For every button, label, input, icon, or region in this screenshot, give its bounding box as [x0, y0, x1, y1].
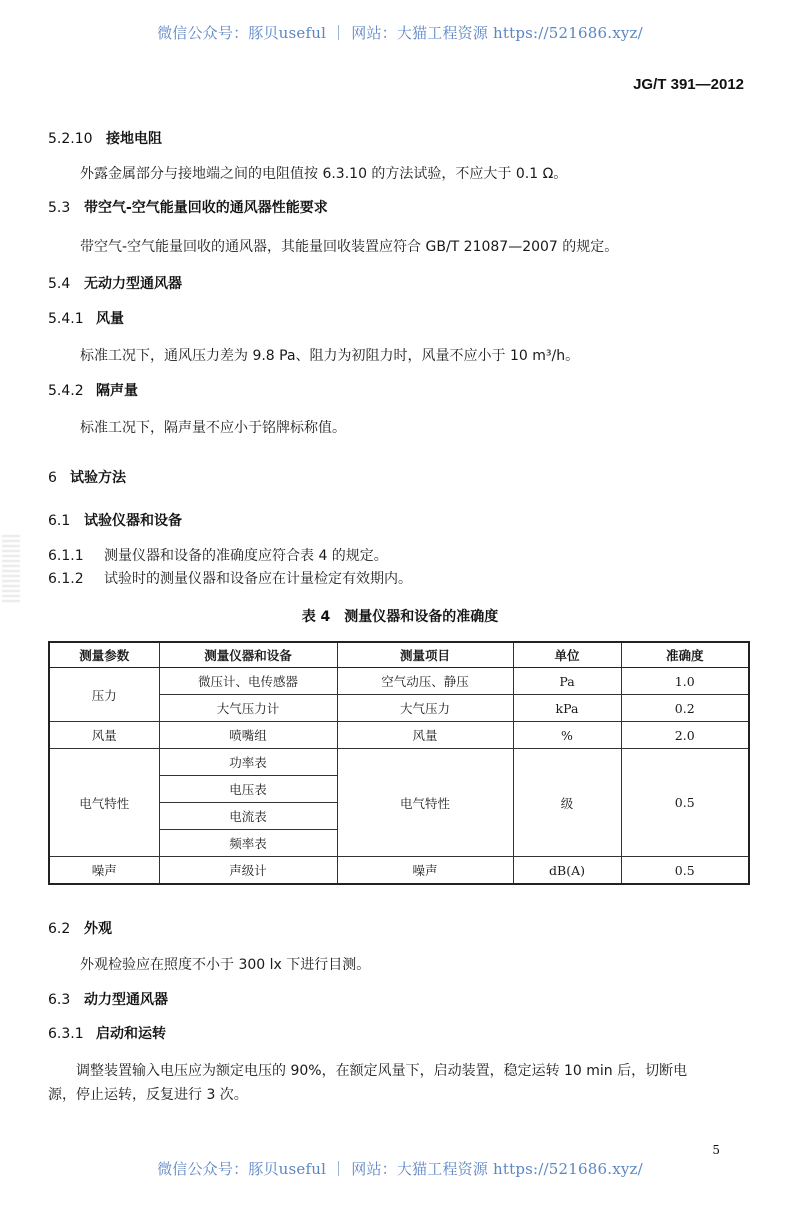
section-6-3-1-text-line1: 调整装置输入电压应为额定电压的 90%，在额定风量下，启动装置，稳定运转 10 min 后，切断电 [76, 1063, 688, 1079]
section-6-3-1-heading [48, 1023, 166, 1043]
section-5-4-2-heading [48, 380, 138, 400]
section-6-1-2 [48, 568, 412, 588]
table-row [49, 668, 749, 695]
table-4-accuracy [48, 641, 750, 885]
section-6-3-1-text-line2: 源，停止运转，反复进行 3 次。 [48, 1087, 248, 1103]
cell-accuracy: 2.0 [621, 722, 749, 749]
section-5-3-heading [48, 197, 328, 217]
section-title: 风量 [96, 311, 124, 327]
section-5-4-1-text: 标准工况下，通风压力差为 9.8 Pa、阻力为初阻力时，风量不应小于 10 m³/h。 [80, 348, 580, 364]
cell-accuracy: 0.2 [621, 695, 749, 722]
cell-instrument: 大气压力计 [159, 695, 337, 722]
page-number: 5 [712, 1143, 720, 1157]
header-param: 测量参数 [49, 642, 159, 668]
cell-instrument: 声级计 [159, 857, 337, 885]
section-6-2-heading [48, 918, 112, 938]
table-row [49, 749, 749, 776]
section-number: 6.1 [48, 513, 71, 529]
scan-artifact [2, 535, 20, 605]
cell-param: 压力 [49, 668, 159, 722]
section-5-4-heading [48, 273, 182, 293]
table-header-row [49, 642, 749, 668]
table-row [49, 857, 749, 885]
section-5-4-2-text: 标准工况下，隔声量不应小于铭牌标称值。 [80, 420, 346, 436]
cell-param: 风量 [49, 722, 159, 749]
section-number: 5.2.10 [48, 131, 93, 147]
section-5-2-10-text: 外露金属部分与接地端之间的电阻值按 6.3.10 的方法试验，不应大于 0.1 Ω。 [80, 166, 568, 182]
cell-unit: Pa [513, 668, 621, 695]
section-title: 外观 [84, 921, 112, 937]
section-number: 6.3 [48, 992, 71, 1008]
cell-item: 电气特性 [337, 749, 513, 857]
table-row [49, 722, 749, 749]
item-text: 测量仪器和设备的准确度应符合表 4 的规定。 [104, 548, 388, 564]
section-title: 隔声量 [96, 383, 138, 399]
cell-param: 电气特性 [49, 749, 159, 857]
section-5-4-1-heading [48, 308, 124, 328]
section-6-1-heading [48, 510, 182, 530]
cell-unit: % [513, 722, 621, 749]
cell-accuracy: 0.5 [621, 749, 749, 857]
cell-accuracy: 0.5 [621, 857, 749, 885]
item-number: 6.1.1 [48, 548, 84, 564]
header-item: 测量项目 [337, 642, 513, 668]
section-6-1-1 [48, 545, 388, 565]
section-number: 5.4.1 [48, 311, 84, 327]
section-6-heading [48, 467, 126, 487]
cell-param: 噪声 [49, 857, 159, 885]
section-title: 动力型通风器 [84, 992, 168, 1008]
section-number: 5.4 [48, 276, 71, 292]
cell-item: 噪声 [337, 857, 513, 885]
cell-instrument: 频率表 [159, 830, 337, 857]
cell-item: 空气动压、静压 [337, 668, 513, 695]
section-number: 6 [48, 470, 57, 486]
section-title: 无动力型通风器 [84, 276, 182, 292]
section-5-3-text: 带空气-空气能量回收的通风器，其能量回收装置应符合 GB/T 21087—2007 的规定。 [80, 239, 619, 255]
item-text: 试验时的测量仪器和设备应在计量检定有效期内。 [104, 571, 412, 587]
header-accuracy: 准确度 [621, 642, 749, 668]
cell-unit: kPa [513, 695, 621, 722]
section-5-2-10-heading [48, 128, 162, 148]
cell-instrument: 微压计、电传感器 [159, 668, 337, 695]
watermark-bottom: 微信公众号：豚贝useful ｜ 网站：大猫工程资源 https://521686.xyz/ [157, 1160, 643, 1178]
standard-code: JG/T 391—2012 [633, 76, 744, 93]
table-4-caption: 表 4 测量仪器和设备的准确度 [301, 609, 499, 625]
section-6-3-heading [48, 989, 168, 1009]
cell-item: 风量 [337, 722, 513, 749]
cell-instrument: 功率表 [159, 749, 337, 776]
cell-instrument: 电流表 [159, 803, 337, 830]
cell-unit: 级 [513, 749, 621, 857]
section-number: 5.4.2 [48, 383, 84, 399]
item-number: 6.1.2 [48, 571, 84, 587]
section-number: 5.3 [48, 200, 71, 216]
section-title: 启动和运转 [96, 1026, 166, 1042]
cell-instrument: 电压表 [159, 776, 337, 803]
header-instrument: 测量仪器和设备 [159, 642, 337, 668]
header-unit: 单位 [513, 642, 621, 668]
section-title: 带空气-空气能量回收的通风器性能要求 [84, 200, 328, 216]
section-title: 试验方法 [70, 470, 126, 486]
cell-instrument: 喷嘴组 [159, 722, 337, 749]
section-number: 6.3.1 [48, 1026, 84, 1042]
cell-item: 大气压力 [337, 695, 513, 722]
section-number: 6.2 [48, 921, 71, 937]
section-6-2-text: 外观检验应在照度不小于 300 lx 下进行目测。 [80, 957, 371, 973]
cell-unit: dB(A) [513, 857, 621, 885]
cell-accuracy: 1.0 [621, 668, 749, 695]
section-title: 试验仪器和设备 [84, 513, 182, 529]
section-title: 接地电阻 [106, 131, 162, 147]
watermark-top: 微信公众号：豚贝useful ｜ 网站：大猫工程资源 https://521686.xyz/ [157, 24, 643, 42]
